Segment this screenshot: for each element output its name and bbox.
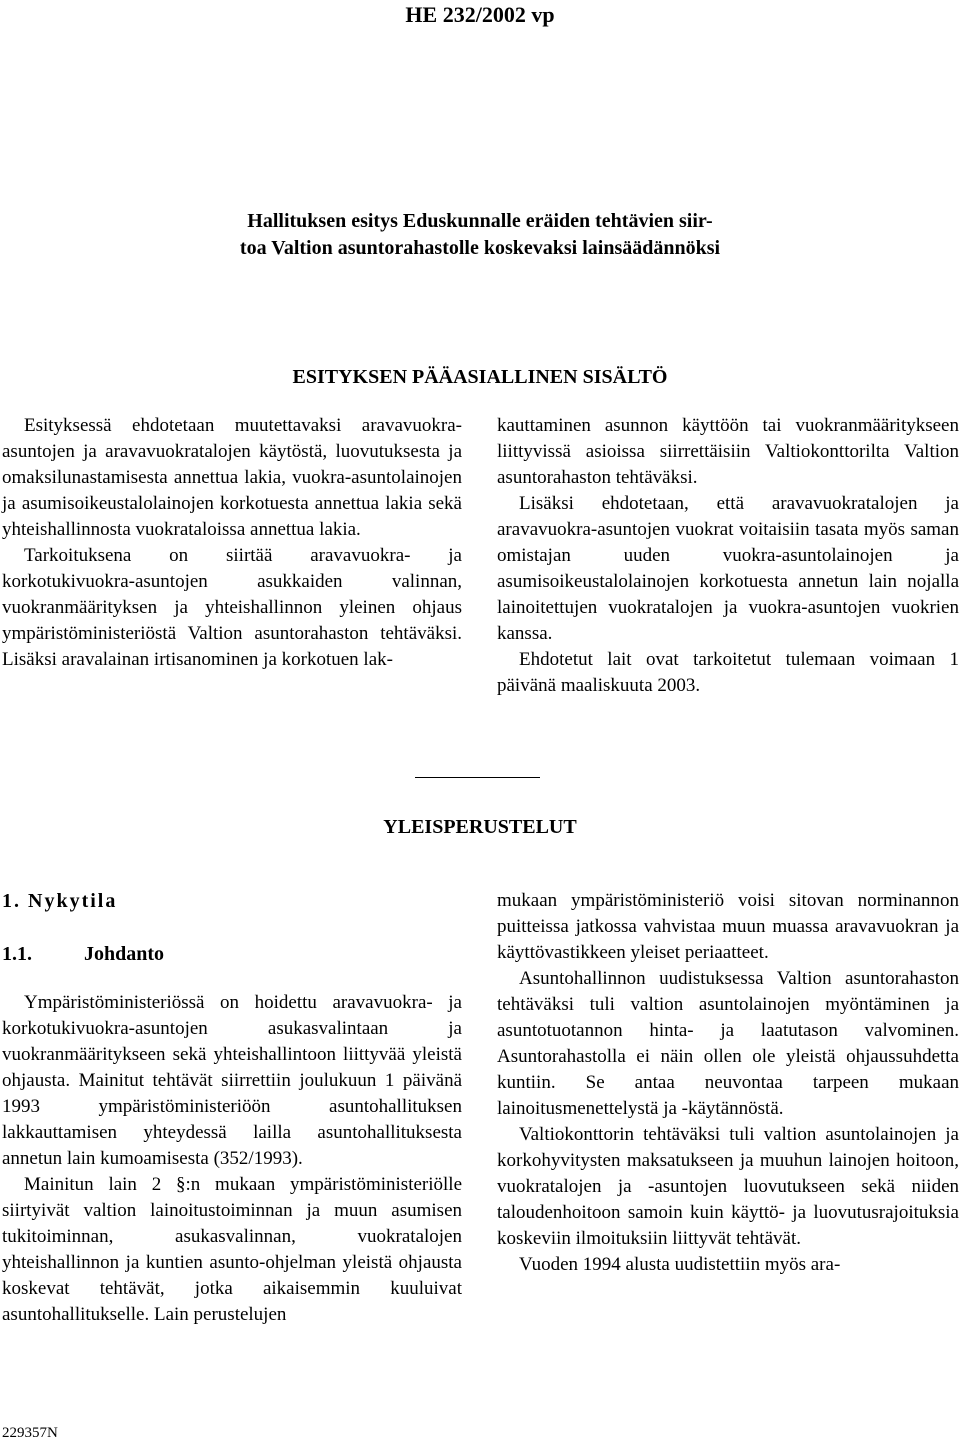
- general-right-column: [497, 888, 959, 1278]
- section-divider: [415, 777, 540, 778]
- body-paragraph: Mainitun lain 2 §:n mukaan ympäristöministeriölle siirtyivät valtion lainoitustoiminnan ja muun asumisen tukitoiminnan, asukasvalinnan, vuokratalojen yhteishallinnon ja kuntien asunto-ohjelman yleistä ohjausta koskevat tehtävät, jotka aikaisemmin kuuluivat asuntohallitukselle. Lain perustelujen: [2, 1174, 462, 1325]
- general-left-column: [2, 990, 462, 1328]
- subsection-title: [2, 941, 164, 967]
- summary-left-column: [2, 413, 462, 673]
- summary-right-column: [497, 413, 959, 699]
- summary-paragraph: Ehdotetut lait ovat tarkoitetut tulemaan voimaan 1 päivänä maaliskuuta 2003.: [497, 649, 959, 696]
- body-paragraph: Vuoden 1994 alusta uudistettiin myös ara-: [519, 1254, 841, 1275]
- summary-heading: ESITYKSEN PÄÄASIALLINEN SISÄLTÖ: [292, 366, 668, 388]
- proposal-title-line-2: toa Valtion asuntorahastolle koskevaksi lainsäädännöksi: [239, 237, 721, 259]
- body-paragraph: mukaan ympäristöministeriö voisi sitovan norminannon puitteissa jatkossa vahvistaa muun muassa aravavuokran ja käyttövastikkeen yleiset periaatteet.: [497, 890, 959, 963]
- summary-paragraph: Lisäksi ehdotetaan, että aravavuokratalojen ja aravavuokra-asuntojen vuokrat voitaisiin tasata myös saman omistajan uuden vuokra-asuntolainojen ja asumisoikeustalolainojen korkotuesta annetun lain nojalla lainoitettujen vuokratalojen ja vuokra-asuntojen vuokrien kanssa.: [497, 493, 959, 644]
- general-heading: YLEISPERUSTELUT: [383, 816, 577, 838]
- subsection-title-text: Johdanto: [84, 943, 165, 965]
- summary-paragraph: Esityksessä ehdotetaan muutettavaksi aravavuokra-asuntojen ja aravavuokratalojen käytöstä, luovutuksesta ja omaksilunastamisesta annettua lakia, vuokra-asuntolainojen ja asumisoikeustalolainojen korkotuesta annettua lakia sekä yhteishallinnosta vuokrataloissa annettua lakia.: [2, 415, 462, 540]
- document-id: HE 232/2002 vp: [405, 2, 555, 27]
- body-paragraph: Asuntohallinnon uudistuksessa Valtion asuntorahaston tehtäväksi tuli valtion asuntolainojen myöntäminen ja asuntotuotannon hinta- ja laatutason valvominen. Asuntorahastolla ei näin ollen ole yleistä ohjaussuhdetta kuntiin. Se antaa neuvontaa tarpeen mukaan lainoitusmenettelystä ja -käytännöstä.: [497, 968, 959, 1119]
- footer-code: 229357N: [2, 1425, 58, 1441]
- body-paragraph: Valtiokonttorin tehtäväksi tuli valtion asuntolainojen ja korkohyvitysten maksatukseen ja muuhun lainojen hoitoon, vuokratalojen ja -asuntojen luovutukseen sekä niiden taloudenhoitoon samoin kuin käyttö- ja luovutusrajoituksia koskeviin ilmoituksiin liittyvät tehtävät.: [497, 1124, 959, 1249]
- proposal-title-line-1: Hallituksen esitys Eduskunnalle eräiden tehtävien siir-: [247, 210, 713, 232]
- summary-paragraph: Tarkoituksena on siirtää aravavuokra- ja korkotukivuokra-asuntojen asukkaiden valinnan, vuokranmäärityksen ja yhteishallinnon yleinen ohjaus ympäristöministeriöstä Valtion asuntorahaston tehtäväksi. Lisäksi aravalainan irtisanominen ja korkotuen lak-: [2, 545, 462, 670]
- subsection-number: 1.1.: [2, 943, 32, 965]
- body-paragraph: Ympäristöministeriössä on hoidettu aravavuokra- ja korkotukivuokra-asuntojen asukasvalintaan ja vuokranmääritykseen sekä yhteishallintoon liittyvää yleistä ohjausta. Mainitut tehtävät siirrettiin joulukuun 1 päivänä 1993 ympäristöministeriöön asuntohallituksen lakkauttamisen yhteydessä lailla asuntohallituksesta annetun lain kumoamisesta (352/1993).: [2, 992, 462, 1169]
- proposal-title: [100, 208, 860, 262]
- section-title: 1. Nykytila: [2, 890, 118, 912]
- summary-paragraph: kauttaminen asunnon käyttöön tai vuokranmääritykseen liittyvissä asioissa siirrettäisiin Valtiokonttorilta Valtion asuntorahaston tehtäväksi.: [497, 415, 959, 488]
